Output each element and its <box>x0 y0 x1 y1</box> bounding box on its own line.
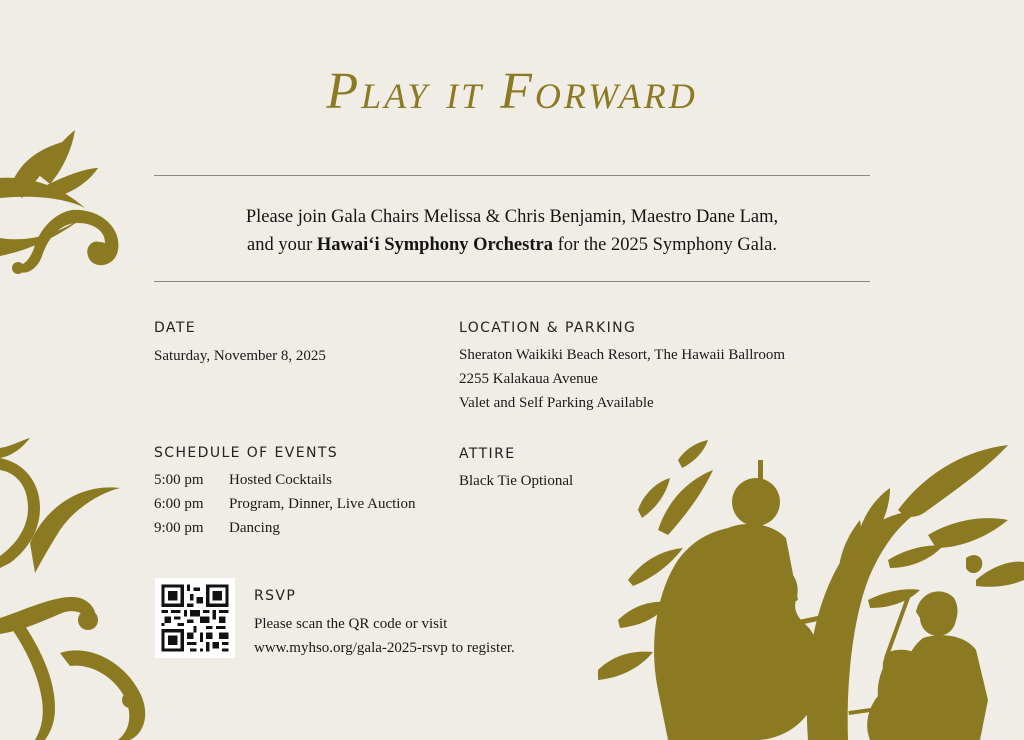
schedule-event: Hosted Cocktails <box>229 472 332 488</box>
location-venue: Sheraton Waikiki Beach Resort, The Hawaii Ballroom <box>459 347 786 363</box>
location-parking: Valet and Self Parking Available <box>459 395 654 411</box>
schedule-row <box>154 472 332 489</box>
intro-line-2-pre: and your <box>247 235 317 255</box>
schedule-event: Program, Dinner, Live Auction <box>229 496 416 512</box>
intro-line-2-post: for the 2025 Symphony Gala. <box>552 235 777 255</box>
vine-scroll-ornament-icon <box>0 438 160 740</box>
location-label: LOCATION & PARKING <box>459 320 637 336</box>
event-title: Play it Forward <box>326 63 698 120</box>
schedule-time: 6:00 pm <box>154 496 204 512</box>
attire-label: ATTIRE <box>459 446 516 462</box>
leaf-scroll-ornament-icon <box>0 128 125 288</box>
invitation-intro <box>154 203 870 259</box>
orchestra-name: Hawaiʻi Symphony Orchestra <box>316 235 553 255</box>
location-address: 2255 Kalakaua Avenue <box>459 371 598 387</box>
schedule-time: 9:00 pm <box>154 520 204 536</box>
attire-value: Black Tie Optional <box>459 473 574 489</box>
rsvp-instructions: Please scan the QR code or visit <box>254 616 448 632</box>
schedule-row <box>154 496 415 513</box>
qr-code-icon[interactable] <box>155 578 235 658</box>
schedule-label: SCHEDULE OF EVENTS <box>154 445 339 461</box>
schedule-time: 5:00 pm <box>154 472 204 488</box>
intro-line-1: Please join Gala Chairs Melissa & Chris Benjamin, Maestro Dane Lam, <box>245 207 779 227</box>
divider-bottom <box>154 281 870 282</box>
schedule-event: Dancing <box>229 520 280 536</box>
divider-top <box>154 175 870 176</box>
date-label: DATE <box>154 320 197 336</box>
schedule-row <box>154 520 280 537</box>
rsvp-link[interactable]: www.myhso.org/gala-2025-rsvp to register. <box>254 640 515 656</box>
date-value: Saturday, November 8, 2025 <box>154 348 326 364</box>
rsvp-label: RSVP <box>254 588 297 604</box>
intro-line-2 <box>154 231 870 259</box>
cellist-illustration-icon <box>598 440 1024 740</box>
